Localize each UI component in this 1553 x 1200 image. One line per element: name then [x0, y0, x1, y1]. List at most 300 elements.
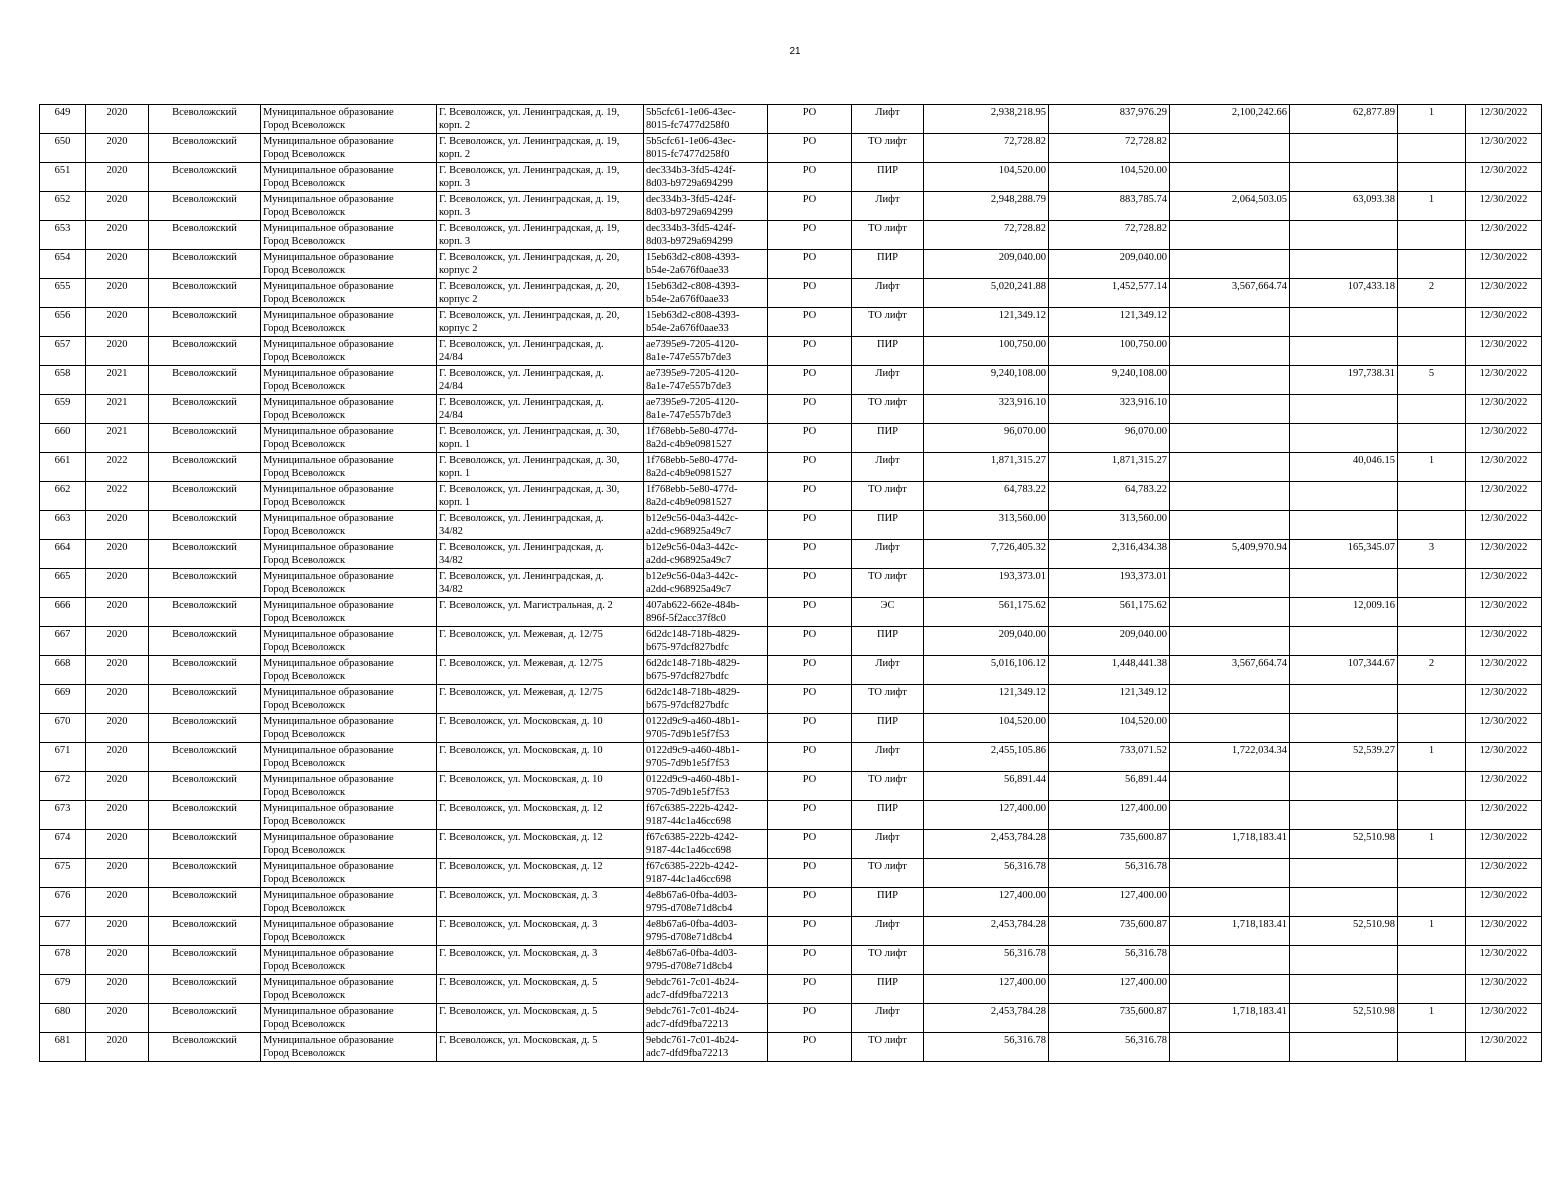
- total-cost-cell: 56,316.78: [924, 859, 1049, 888]
- lift-count-cell: [1398, 598, 1466, 627]
- year-cell: 2020: [86, 714, 149, 743]
- unit-cost-cell: [1290, 424, 1398, 453]
- amount-cell: 127,400.00: [1049, 888, 1170, 917]
- table-row: [40, 685, 1542, 714]
- address-cell: Г. Всеволожск, ул. Московская, д. 10: [437, 743, 644, 772]
- amount-cell: 104,520.00: [1049, 163, 1170, 192]
- amount-cell: 72,728.82: [1049, 134, 1170, 163]
- date-cell: 12/30/2022: [1466, 192, 1542, 221]
- program-cell: РО: [768, 279, 852, 308]
- total-cost-cell: 96,070.00: [924, 424, 1049, 453]
- program-cell: РО: [768, 511, 852, 540]
- total-cost-cell: 104,520.00: [924, 163, 1049, 192]
- municipality-cell: Муниципальное образование Город Всеволожск: [261, 656, 437, 685]
- remaining-amount-cell: [1170, 569, 1290, 598]
- work-type-cell: Лифт: [852, 279, 924, 308]
- district-cell: Всеволожский: [149, 743, 261, 772]
- table-row: [40, 888, 1542, 917]
- district-cell: Всеволожский: [149, 250, 261, 279]
- program-cell: РО: [768, 482, 852, 511]
- unit-cost-cell: [1290, 888, 1398, 917]
- work-type-cell: Лифт: [852, 656, 924, 685]
- lift-count-cell: [1398, 627, 1466, 656]
- address-cell: Г. Всеволожск, ул. Ленинградская, д. 19, корп. 2: [437, 105, 644, 134]
- remaining-amount-cell: [1170, 685, 1290, 714]
- row-number-cell: 669: [40, 685, 86, 714]
- address-cell: Г. Всеволожск, ул. Ленинградская, д. 34/82: [437, 540, 644, 569]
- unit-cost-cell: 62,877.89: [1290, 105, 1398, 134]
- date-cell: 12/30/2022: [1466, 366, 1542, 395]
- house-guid-cell: f67c6385-222b-4242- 9187-44c1a46cc698: [644, 859, 768, 888]
- district-cell: Всеволожский: [149, 1004, 261, 1033]
- row-number-cell: 652: [40, 192, 86, 221]
- district-cell: Всеволожский: [149, 308, 261, 337]
- program-cell: РО: [768, 656, 852, 685]
- table-row: [40, 598, 1542, 627]
- row-number-cell: 673: [40, 801, 86, 830]
- address-cell: Г. Всеволожск, ул. Ленинградская, д. 19, корп. 3: [437, 163, 644, 192]
- municipality-cell: Муниципальное образование Город Всеволожск: [261, 250, 437, 279]
- amount-cell: 100,750.00: [1049, 337, 1170, 366]
- work-type-cell: Лифт: [852, 1004, 924, 1033]
- total-cost-cell: 72,728.82: [924, 221, 1049, 250]
- row-number-cell: 678: [40, 946, 86, 975]
- municipality-cell: Муниципальное образование Город Всеволожск: [261, 424, 437, 453]
- date-cell: 12/30/2022: [1466, 685, 1542, 714]
- row-number-cell: 681: [40, 1033, 86, 1062]
- amount-cell: 735,600.87: [1049, 917, 1170, 946]
- unit-cost-cell: 63,093.38: [1290, 192, 1398, 221]
- date-cell: 12/30/2022: [1466, 221, 1542, 250]
- program-cell: РО: [768, 192, 852, 221]
- total-cost-cell: 5,016,106.12: [924, 656, 1049, 685]
- total-cost-cell: 56,316.78: [924, 1033, 1049, 1062]
- total-cost-cell: 2,455,105.86: [924, 743, 1049, 772]
- amount-cell: 323,916.10: [1049, 395, 1170, 424]
- unit-cost-cell: [1290, 337, 1398, 366]
- program-cell: РО: [768, 366, 852, 395]
- district-cell: Всеволожский: [149, 134, 261, 163]
- table-row: [40, 830, 1542, 859]
- total-cost-cell: 2,938,218.95: [924, 105, 1049, 134]
- lift-count-cell: 1: [1398, 743, 1466, 772]
- row-number-cell: 665: [40, 569, 86, 598]
- row-number-cell: 663: [40, 511, 86, 540]
- amount-cell: 733,071.52: [1049, 743, 1170, 772]
- year-cell: 2020: [86, 801, 149, 830]
- address-cell: Г. Всеволожск, ул. Московская, д. 12: [437, 859, 644, 888]
- house-guid-cell: 1f768ebb-5e80-477d- 8a2d-c4b9e0981527: [644, 482, 768, 511]
- table-row: [40, 163, 1542, 192]
- total-cost-cell: 56,891.44: [924, 772, 1049, 801]
- lift-count-cell: [1398, 772, 1466, 801]
- row-number-cell: 653: [40, 221, 86, 250]
- house-guid-cell: f67c6385-222b-4242- 9187-44c1a46cc698: [644, 830, 768, 859]
- address-cell: Г. Всеволожск, ул. Межевая, д. 12/75: [437, 685, 644, 714]
- year-cell: 2020: [86, 946, 149, 975]
- date-cell: 12/30/2022: [1466, 424, 1542, 453]
- date-cell: 12/30/2022: [1466, 279, 1542, 308]
- unit-cost-cell: [1290, 308, 1398, 337]
- total-cost-cell: 127,400.00: [924, 801, 1049, 830]
- program-cell: РО: [768, 917, 852, 946]
- date-cell: 12/30/2022: [1466, 540, 1542, 569]
- date-cell: 12/30/2022: [1466, 337, 1542, 366]
- work-type-cell: ТО лифт: [852, 308, 924, 337]
- house-guid-cell: 6d2dc148-718b-4829- b675-97dcf827bdfc: [644, 627, 768, 656]
- row-number-cell: 667: [40, 627, 86, 656]
- house-guid-cell: dec334b3-3fd5-424f- 8d03-b9729a694299: [644, 163, 768, 192]
- row-number-cell: 680: [40, 1004, 86, 1033]
- district-cell: Всеволожский: [149, 337, 261, 366]
- amount-cell: 209,040.00: [1049, 627, 1170, 656]
- municipality-cell: Муниципальное образование Город Всеволожск: [261, 540, 437, 569]
- year-cell: 2020: [86, 1004, 149, 1033]
- total-cost-cell: 104,520.00: [924, 714, 1049, 743]
- house-guid-cell: 15eb63d2-c808-4393- b54e-2a676f0aae33: [644, 308, 768, 337]
- table-row: [40, 366, 1542, 395]
- amount-cell: 121,349.12: [1049, 685, 1170, 714]
- date-cell: 12/30/2022: [1466, 656, 1542, 685]
- remaining-amount-cell: 1,722,034.34: [1170, 743, 1290, 772]
- year-cell: 2020: [86, 859, 149, 888]
- amount-cell: 121,349.12: [1049, 308, 1170, 337]
- table-row: [40, 221, 1542, 250]
- work-type-cell: ТО лифт: [852, 482, 924, 511]
- district-cell: Всеволожский: [149, 453, 261, 482]
- district-cell: Всеволожский: [149, 1033, 261, 1062]
- page-number: 21: [789, 46, 801, 57]
- total-cost-cell: 2,948,288.79: [924, 192, 1049, 221]
- house-guid-cell: 4e8b67a6-0fba-4d03- 9795-d708e71d8cb4: [644, 917, 768, 946]
- unit-cost-cell: 52,510.98: [1290, 830, 1398, 859]
- program-cell: РО: [768, 134, 852, 163]
- house-guid-cell: ae7395e9-7205-4120- 8a1e-747e557b7de3: [644, 395, 768, 424]
- remaining-amount-cell: [1170, 888, 1290, 917]
- amount-cell: 56,316.78: [1049, 1033, 1170, 1062]
- amount-cell: 56,316.78: [1049, 859, 1170, 888]
- total-cost-cell: 100,750.00: [924, 337, 1049, 366]
- row-number-cell: 670: [40, 714, 86, 743]
- municipality-cell: Муниципальное образование Город Всеволожск: [261, 888, 437, 917]
- unit-cost-cell: [1290, 482, 1398, 511]
- row-number-cell: 659: [40, 395, 86, 424]
- unit-cost-cell: 197,738.31: [1290, 366, 1398, 395]
- house-guid-cell: 5b5cfc61-1e06-43ec- 8015-fc7477d258f0: [644, 105, 768, 134]
- district-cell: Всеволожский: [149, 598, 261, 627]
- date-cell: 12/30/2022: [1466, 772, 1542, 801]
- municipality-cell: Муниципальное образование Город Всеволожск: [261, 221, 437, 250]
- work-type-cell: Лифт: [852, 830, 924, 859]
- lift-count-cell: [1398, 395, 1466, 424]
- total-cost-cell: 64,783.22: [924, 482, 1049, 511]
- house-guid-cell: 15eb63d2-c808-4393- b54e-2a676f0aae33: [644, 250, 768, 279]
- lift-count-cell: [1398, 134, 1466, 163]
- remaining-amount-cell: [1170, 975, 1290, 1004]
- house-guid-cell: ae7395e9-7205-4120- 8a1e-747e557b7de3: [644, 337, 768, 366]
- lift-count-cell: 2: [1398, 656, 1466, 685]
- work-type-cell: ТО лифт: [852, 859, 924, 888]
- year-cell: 2020: [86, 975, 149, 1004]
- amount-cell: 127,400.00: [1049, 975, 1170, 1004]
- total-cost-cell: 5,020,241.88: [924, 279, 1049, 308]
- municipality-cell: Муниципальное образование Город Всеволожск: [261, 1004, 437, 1033]
- house-guid-cell: 6d2dc148-718b-4829- b675-97dcf827bdfc: [644, 685, 768, 714]
- work-type-cell: Лифт: [852, 917, 924, 946]
- remaining-amount-cell: 5,409,970.94: [1170, 540, 1290, 569]
- address-cell: Г. Всеволожск, ул. Московская, д. 5: [437, 1033, 644, 1062]
- unit-cost-cell: [1290, 250, 1398, 279]
- unit-cost-cell: [1290, 1033, 1398, 1062]
- year-cell: 2021: [86, 424, 149, 453]
- date-cell: 12/30/2022: [1466, 250, 1542, 279]
- house-guid-cell: 4e8b67a6-0fba-4d03- 9795-d708e71d8cb4: [644, 888, 768, 917]
- work-type-cell: ТО лифт: [852, 1033, 924, 1062]
- total-cost-cell: 209,040.00: [924, 250, 1049, 279]
- table-row: [40, 192, 1542, 221]
- total-cost-cell: 323,916.10: [924, 395, 1049, 424]
- table-row: [40, 1033, 1542, 1062]
- program-cell: РО: [768, 772, 852, 801]
- work-type-cell: Лифт: [852, 743, 924, 772]
- district-cell: Всеволожский: [149, 917, 261, 946]
- address-cell: Г. Всеволожск, ул. Московская, д. 12: [437, 801, 644, 830]
- lift-count-cell: 1: [1398, 453, 1466, 482]
- municipality-cell: Муниципальное образование Город Всеволожск: [261, 337, 437, 366]
- work-type-cell: Лифт: [852, 366, 924, 395]
- table-row: [40, 395, 1542, 424]
- date-cell: 12/30/2022: [1466, 482, 1542, 511]
- program-cell: РО: [768, 627, 852, 656]
- lift-count-cell: [1398, 888, 1466, 917]
- work-type-cell: ПИР: [852, 163, 924, 192]
- lift-count-cell: 1: [1398, 105, 1466, 134]
- district-cell: Всеволожский: [149, 946, 261, 975]
- year-cell: 2020: [86, 917, 149, 946]
- unit-cost-cell: 52,510.98: [1290, 1004, 1398, 1033]
- remaining-amount-cell: [1170, 859, 1290, 888]
- remaining-amount-cell: 2,064,503.05: [1170, 192, 1290, 221]
- municipality-cell: Муниципальное образование Город Всеволожск: [261, 801, 437, 830]
- district-cell: Всеволожский: [149, 511, 261, 540]
- year-cell: 2020: [86, 221, 149, 250]
- row-number-cell: 660: [40, 424, 86, 453]
- remaining-amount-cell: [1170, 337, 1290, 366]
- remaining-amount-cell: [1170, 308, 1290, 337]
- total-cost-cell: 2,453,784.28: [924, 830, 1049, 859]
- amount-cell: 735,600.87: [1049, 1004, 1170, 1033]
- amount-cell: 1,448,441.38: [1049, 656, 1170, 685]
- unit-cost-cell: 165,345.07: [1290, 540, 1398, 569]
- remaining-amount-cell: [1170, 453, 1290, 482]
- table-row: [40, 627, 1542, 656]
- amount-cell: 72,728.82: [1049, 221, 1170, 250]
- table-row: [40, 279, 1542, 308]
- district-cell: Всеволожский: [149, 192, 261, 221]
- district-cell: Всеволожский: [149, 859, 261, 888]
- unit-cost-cell: [1290, 975, 1398, 1004]
- date-cell: 12/30/2022: [1466, 163, 1542, 192]
- district-cell: Всеволожский: [149, 830, 261, 859]
- program-cell: РО: [768, 569, 852, 598]
- work-type-cell: Лифт: [852, 540, 924, 569]
- address-cell: Г. Всеволожск, ул. Ленинградская, д. 24/84: [437, 337, 644, 366]
- date-cell: 12/30/2022: [1466, 1004, 1542, 1033]
- work-type-cell: ТО лифт: [852, 685, 924, 714]
- work-type-cell: ПИР: [852, 975, 924, 1004]
- year-cell: 2020: [86, 743, 149, 772]
- table-row: [40, 134, 1542, 163]
- lift-count-cell: [1398, 946, 1466, 975]
- program-cell: РО: [768, 308, 852, 337]
- row-number-cell: 679: [40, 975, 86, 1004]
- district-cell: Всеволожский: [149, 714, 261, 743]
- registry-body: [40, 105, 1542, 1062]
- date-cell: 12/30/2022: [1466, 830, 1542, 859]
- program-cell: РО: [768, 801, 852, 830]
- house-guid-cell: 4e8b67a6-0fba-4d03- 9795-d708e71d8cb4: [644, 946, 768, 975]
- row-number-cell: 658: [40, 366, 86, 395]
- district-cell: Всеволожский: [149, 482, 261, 511]
- remaining-amount-cell: [1170, 221, 1290, 250]
- house-guid-cell: 0122d9c9-a460-48b1- 9705-7d9b1e5f7f53: [644, 743, 768, 772]
- program-cell: РО: [768, 859, 852, 888]
- total-cost-cell: 209,040.00: [924, 627, 1049, 656]
- lift-count-cell: [1398, 569, 1466, 598]
- address-cell: Г. Всеволожск, ул. Ленинградская, д. 30, корп. 1: [437, 424, 644, 453]
- row-number-cell: 672: [40, 772, 86, 801]
- lift-count-cell: 1: [1398, 917, 1466, 946]
- district-cell: Всеволожский: [149, 656, 261, 685]
- total-cost-cell: 1,871,315.27: [924, 453, 1049, 482]
- amount-cell: 104,520.00: [1049, 714, 1170, 743]
- unit-cost-cell: 52,539.27: [1290, 743, 1398, 772]
- address-cell: Г. Всеволожск, ул. Ленинградская, д. 24/84: [437, 366, 644, 395]
- remaining-amount-cell: [1170, 395, 1290, 424]
- amount-cell: 735,600.87: [1049, 830, 1170, 859]
- program-cell: РО: [768, 105, 852, 134]
- municipality-cell: Муниципальное образование Город Всеволожск: [261, 830, 437, 859]
- date-cell: 12/30/2022: [1466, 308, 1542, 337]
- row-number-cell: 650: [40, 134, 86, 163]
- unit-cost-cell: [1290, 859, 1398, 888]
- municipality-cell: Муниципальное образование Город Всеволожск: [261, 743, 437, 772]
- house-guid-cell: 5b5cfc61-1e06-43ec- 8015-fc7477d258f0: [644, 134, 768, 163]
- amount-cell: 313,560.00: [1049, 511, 1170, 540]
- house-guid-cell: f67c6385-222b-4242- 9187-44c1a46cc698: [644, 801, 768, 830]
- program-cell: РО: [768, 250, 852, 279]
- address-cell: Г. Всеволожск, ул. Ленинградская, д. 20, корпус 2: [437, 279, 644, 308]
- remaining-amount-cell: [1170, 801, 1290, 830]
- municipality-cell: Муниципальное образование Город Всеволожск: [261, 627, 437, 656]
- address-cell: Г. Всеволожск, ул. Московская, д. 5: [437, 975, 644, 1004]
- amount-cell: 561,175.62: [1049, 598, 1170, 627]
- remaining-amount-cell: [1170, 163, 1290, 192]
- work-type-cell: ЭС: [852, 598, 924, 627]
- work-type-cell: ТО лифт: [852, 946, 924, 975]
- amount-cell: 127,400.00: [1049, 801, 1170, 830]
- work-type-cell: ТО лифт: [852, 134, 924, 163]
- date-cell: 12/30/2022: [1466, 743, 1542, 772]
- year-cell: 2021: [86, 366, 149, 395]
- unit-cost-cell: [1290, 569, 1398, 598]
- district-cell: Всеволожский: [149, 163, 261, 192]
- municipality-cell: Муниципальное образование Город Всеволожск: [261, 714, 437, 743]
- remaining-amount-cell: [1170, 482, 1290, 511]
- municipality-cell: Муниципальное образование Город Всеволожск: [261, 917, 437, 946]
- work-type-cell: ПИР: [852, 511, 924, 540]
- unit-cost-cell: [1290, 685, 1398, 714]
- date-cell: 12/30/2022: [1466, 917, 1542, 946]
- date-cell: 12/30/2022: [1466, 859, 1542, 888]
- year-cell: 2020: [86, 192, 149, 221]
- address-cell: Г. Всеволожск, ул. Московская, д. 12: [437, 830, 644, 859]
- house-guid-cell: 1f768ebb-5e80-477d- 8a2d-c4b9e0981527: [644, 453, 768, 482]
- amount-cell: 56,891.44: [1049, 772, 1170, 801]
- address-cell: Г. Всеволожск, ул. Ленинградская, д. 19, корп. 3: [437, 221, 644, 250]
- lift-count-cell: 5: [1398, 366, 1466, 395]
- address-cell: Г. Всеволожск, ул. Ленинградская, д. 30, корп. 1: [437, 453, 644, 482]
- address-cell: Г. Всеволожск, ул. Московская, д. 3: [437, 946, 644, 975]
- work-type-cell: ПИР: [852, 801, 924, 830]
- remaining-amount-cell: 3,567,664.74: [1170, 279, 1290, 308]
- municipality-cell: Муниципальное образование Город Всеволожск: [261, 395, 437, 424]
- district-cell: Всеволожский: [149, 975, 261, 1004]
- program-cell: РО: [768, 743, 852, 772]
- row-number-cell: 651: [40, 163, 86, 192]
- district-cell: Всеволожский: [149, 772, 261, 801]
- row-number-cell: 655: [40, 279, 86, 308]
- address-cell: Г. Всеволожск, ул. Московская, д. 3: [437, 917, 644, 946]
- lift-count-cell: [1398, 163, 1466, 192]
- year-cell: 2020: [86, 279, 149, 308]
- house-guid-cell: 9ebdc761-7c01-4b24- adc7-dfd9fba72213: [644, 1033, 768, 1062]
- work-type-cell: ПИР: [852, 714, 924, 743]
- row-number-cell: 656: [40, 308, 86, 337]
- program-cell: РО: [768, 685, 852, 714]
- address-cell: Г. Всеволожск, ул. Ленинградская, д. 24/84: [437, 395, 644, 424]
- table-row: [40, 917, 1542, 946]
- year-cell: 2020: [86, 1033, 149, 1062]
- remaining-amount-cell: [1170, 627, 1290, 656]
- row-number-cell: 662: [40, 482, 86, 511]
- address-cell: Г. Всеволожск, ул. Ленинградская, д. 19, корп. 3: [437, 192, 644, 221]
- year-cell: 2022: [86, 453, 149, 482]
- lift-count-cell: [1398, 801, 1466, 830]
- work-type-cell: ТО лифт: [852, 772, 924, 801]
- program-cell: РО: [768, 221, 852, 250]
- house-guid-cell: 0122d9c9-a460-48b1- 9705-7d9b1e5f7f53: [644, 714, 768, 743]
- year-cell: 2020: [86, 540, 149, 569]
- program-cell: РО: [768, 975, 852, 1004]
- remaining-amount-cell: [1170, 424, 1290, 453]
- remaining-amount-cell: [1170, 714, 1290, 743]
- total-cost-cell: 561,175.62: [924, 598, 1049, 627]
- amount-cell: 56,316.78: [1049, 946, 1170, 975]
- remaining-amount-cell: 1,718,183.41: [1170, 1004, 1290, 1033]
- program-cell: РО: [768, 337, 852, 366]
- table-row: [40, 337, 1542, 366]
- unit-cost-cell: 52,510.98: [1290, 917, 1398, 946]
- remaining-amount-cell: [1170, 366, 1290, 395]
- address-cell: Г. Всеволожск, ул. Ленинградская, д. 30, корп. 1: [437, 482, 644, 511]
- address-cell: Г. Всеволожск, ул. Ленинградская, д. 34/82: [437, 569, 644, 598]
- lift-count-cell: 1: [1398, 830, 1466, 859]
- program-cell: РО: [768, 714, 852, 743]
- address-cell: Г. Всеволожск, ул. Ленинградская, д. 20, корпус 2: [437, 250, 644, 279]
- work-type-cell: ТО лифт: [852, 221, 924, 250]
- lift-count-cell: [1398, 482, 1466, 511]
